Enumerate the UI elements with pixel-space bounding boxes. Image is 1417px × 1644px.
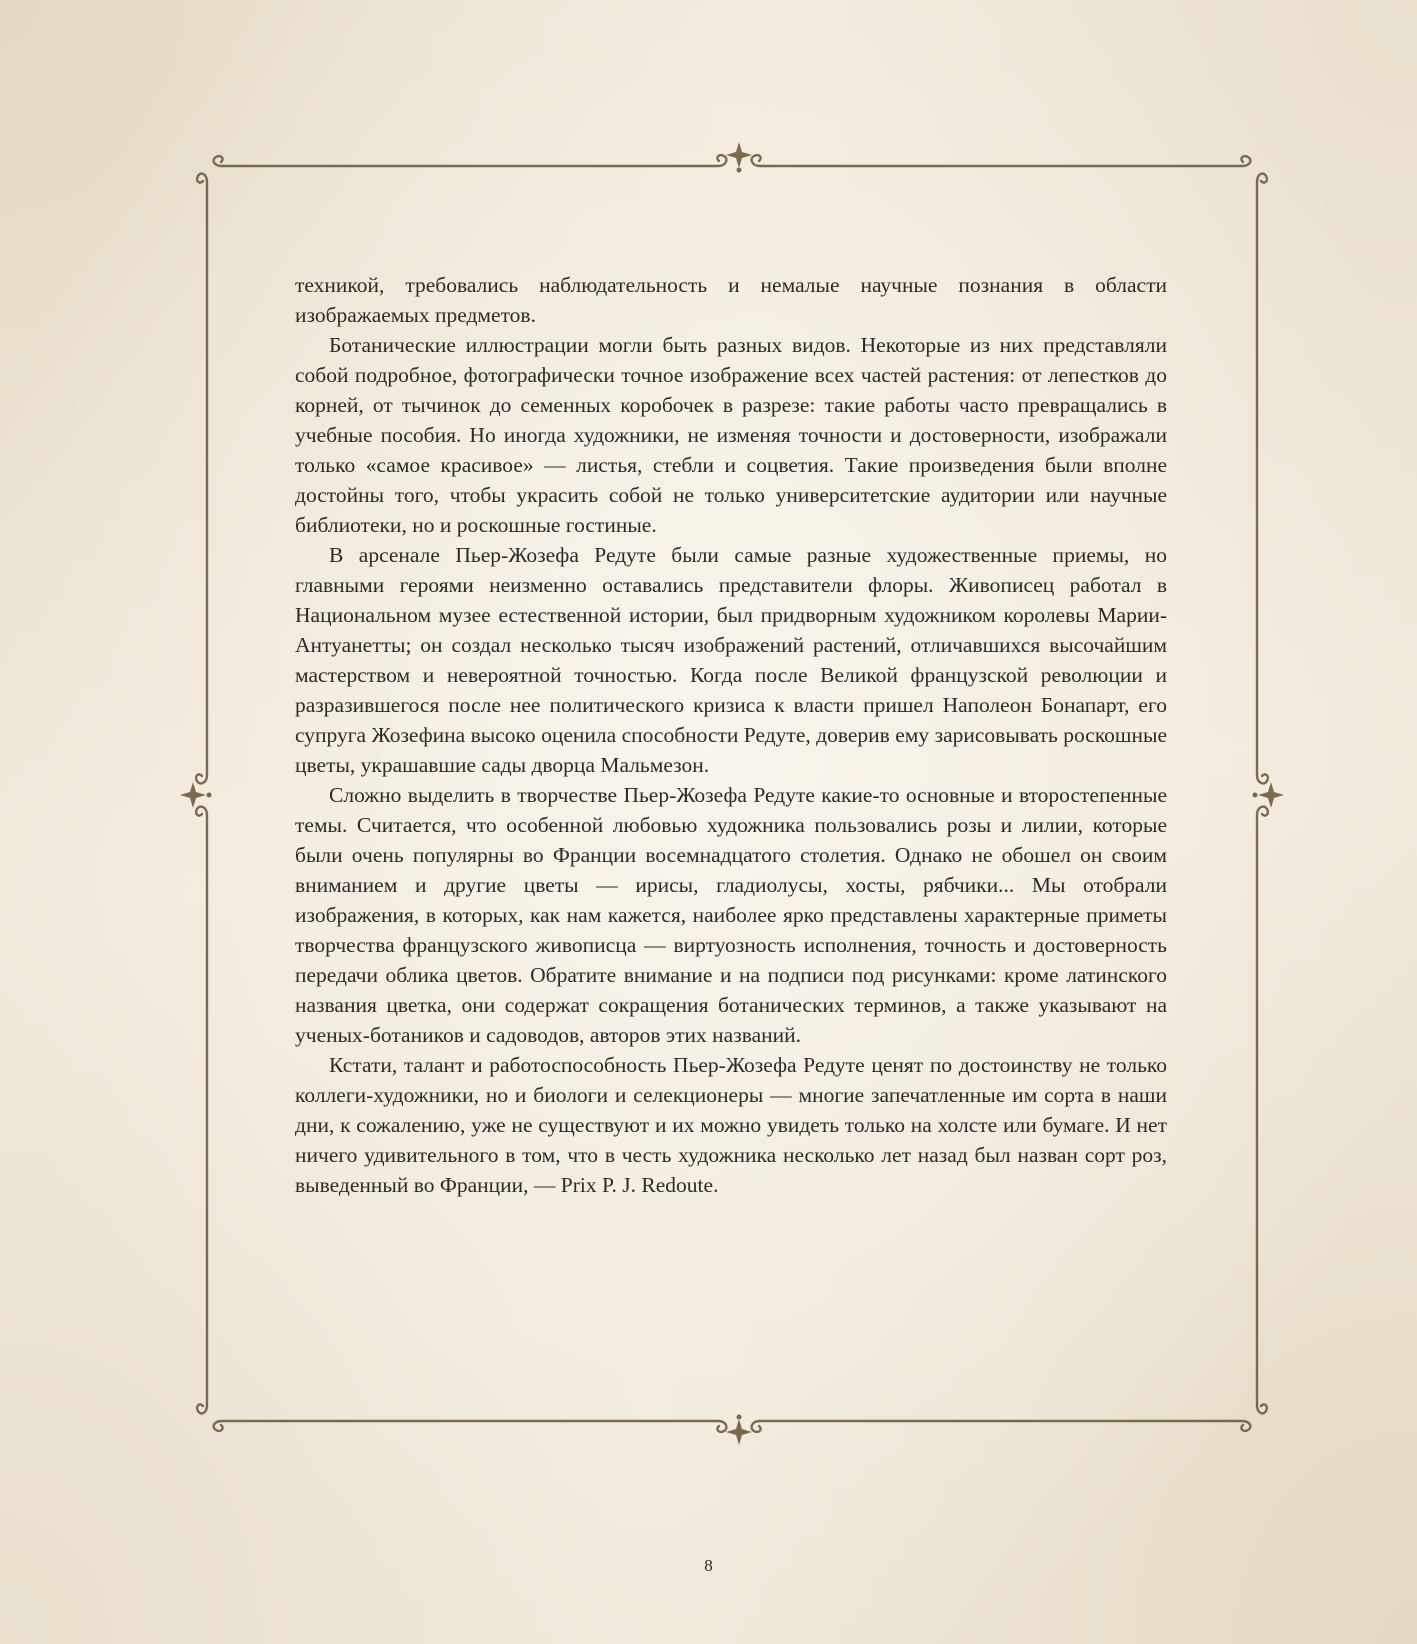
page-number: 8 bbox=[704, 1556, 713, 1575]
paragraph-3: В арсенале Пьер-Жозефа Редуте были самые разные художественные приемы, но главными героями неизменно оставались представители флоры. Живописец работал в Национальном музее естественной истории, был придворным художником королевы Марии-Антуанетты; он создал несколько тысяч изображений растений, отличавшихся высочайшим мастерством и невероятной точностью. Когда после Великой французской революции и разразившегося после нее политического кризиса к власти пришел Наполеон Бонапарт, его супруга Жозефина высоко оценила способности Редуте, доверив ему зарисовывать роскошные цветы, украшавшие сады дворца Мальмезон. bbox=[295, 543, 1167, 777]
paragraph-1: техникой, требовались наблюдательность и немалые научные познания в области изображаемых предметов. bbox=[295, 273, 1167, 327]
paragraph-5: Кстати, талант и работоспособность Пьер-Жозефа Редуте ценят по достоинству не только коллеги-художники, но и биологи и селекционеры — многие запечатленные им сорта в наши дни, к сожалению, уже не существуют и их можно увидеть только на холсте или бумаге. И нет ничего удивительного в том, что в честь художника несколько лет назад был назван сорт роз, выведенный во Франции, — Prix P. J. Redoute. bbox=[295, 1053, 1167, 1197]
paragraph-4: Сложно выделить в творчестве Пьер-Жозефа Редуте какие-то основные и второстепенные темы. Считается, что особенной любовью художника пользовались розы и лилии, которые были очень популярны во Франции восемнадцатого столетия. Однако не обошел он своим вниманием и другие цветы — ирисы, гладиолусы, хосты, рябчики... Мы отобрали изображения, в которых, как нам кажется, наиболее ярко представлены характерные приметы творчества французского живописца — виртуозность исполнения, точность и достоверность передачи облика цветов. Обратите внимание и на подписи под рисунками: кроме латинского названия цветка, они содержат сокращения ботанических терминов, а также указывают на ученых-ботаников и садоводов, авторов этих названий. bbox=[295, 783, 1167, 1047]
paragraph-2: Ботанические иллюстрации могли быть разных видов. Некоторые из них представляли собой подробное, фотографически точное изображение всех частей растения: от лепестков до корней, от тычинок до семенных коробочек в разрезе: такие работы часто превращались в учебные пособия. Но иногда художники, не изменяя точности и достоверности, изображали только «самое красивое» — листья, стебли и соцветия. Такие произведения были вполне достойны того, чтобы украсить собой не только университетские аудитории или научные библиотеки, но и роскошные гостиные. bbox=[295, 333, 1167, 537]
body-text bbox=[295, 270, 1167, 1200]
